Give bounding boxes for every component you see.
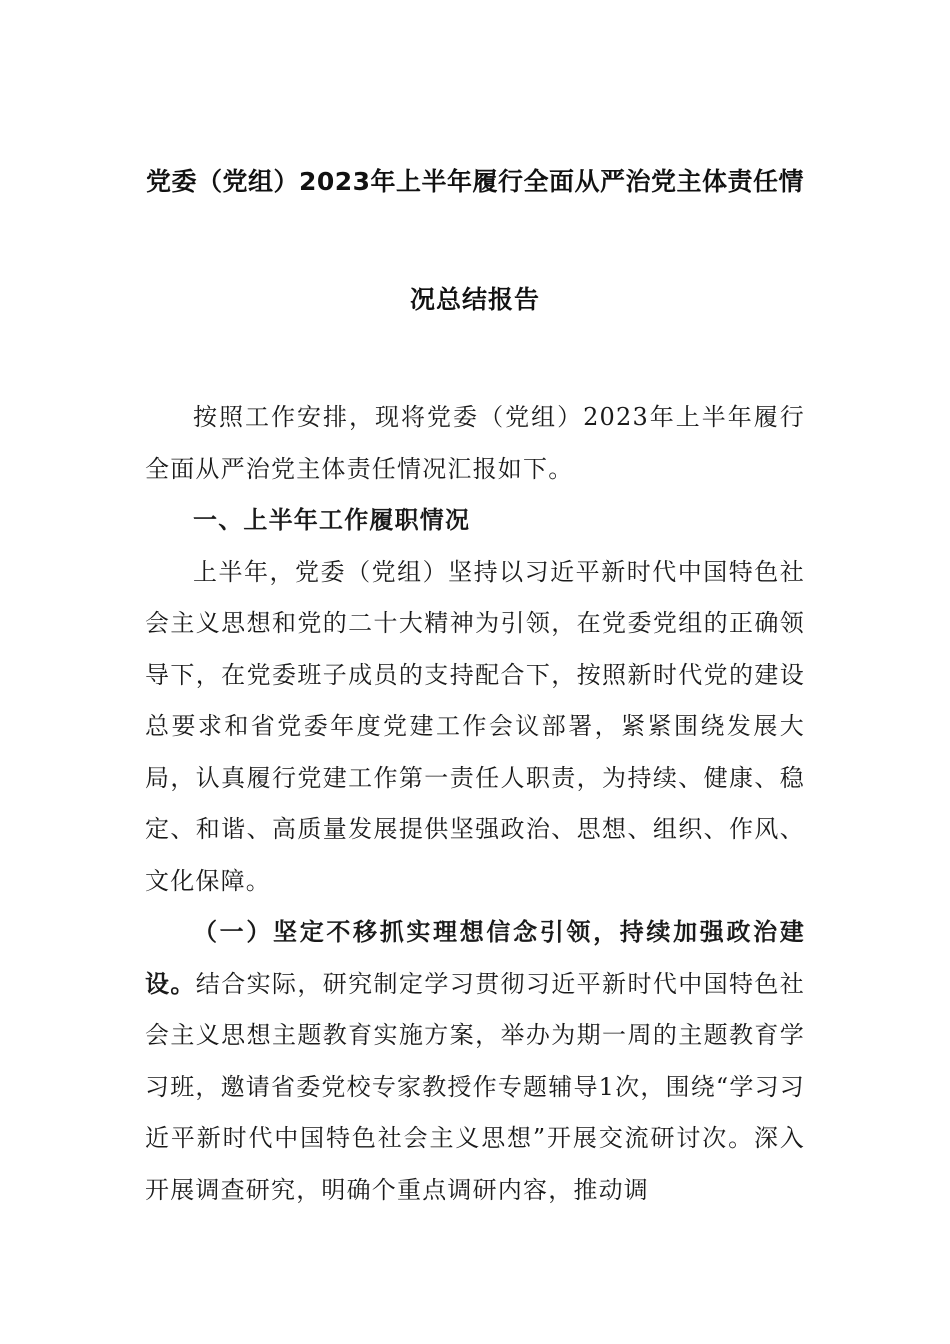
intro-paragraph: 按照工作安排，现将党委（党组）2023年上半年履行全面从严治党主体责任情况汇报如下。 [145, 403, 805, 483]
subsection-text: 结合实际，研究制定学习贯彻习近平新时代中国特色社会主义思想主题教育实施方案，举办为期一周的主题教育学习班，邀请省委党校专家教授作专题辅导1次，围绕“学习习近平新时代中国特色社会主义思想”开展交流研讨次。深入开展调查研究，明确个重点调研内容，推动调 [145, 969, 805, 1204]
document-title-line-1: 党委（党组）2023年上半年履行全面从严治党主体责任情 [145, 167, 805, 196]
document-body [145, 392, 805, 1216]
document-title-line-2: 况总结报告 [409, 285, 540, 314]
subsection-lead: （一）坚定不移抓实理想信念引领，持续加强政治建设。 [145, 918, 805, 998]
section-paragraph: 上半年，党委（党组）坚持以习近平新时代中国特色社会主义思想和党的二十大精神为引领，在党委党组的正确领导下，在党委班子成员的支持配合下，按照新时代党的建设总要求和省党委年度党建工作会议部署，紧紧围绕发展大局，认真履行党建工作第一责任人职责，为持续、健康、稳定、和谐、高质量发展提供坚强政治、思想、组织、作风、文化保障。 [145, 557, 805, 895]
subsection-paragraph [145, 907, 805, 1216]
section-heading: 一、上半年工作履职情况 [193, 506, 471, 534]
